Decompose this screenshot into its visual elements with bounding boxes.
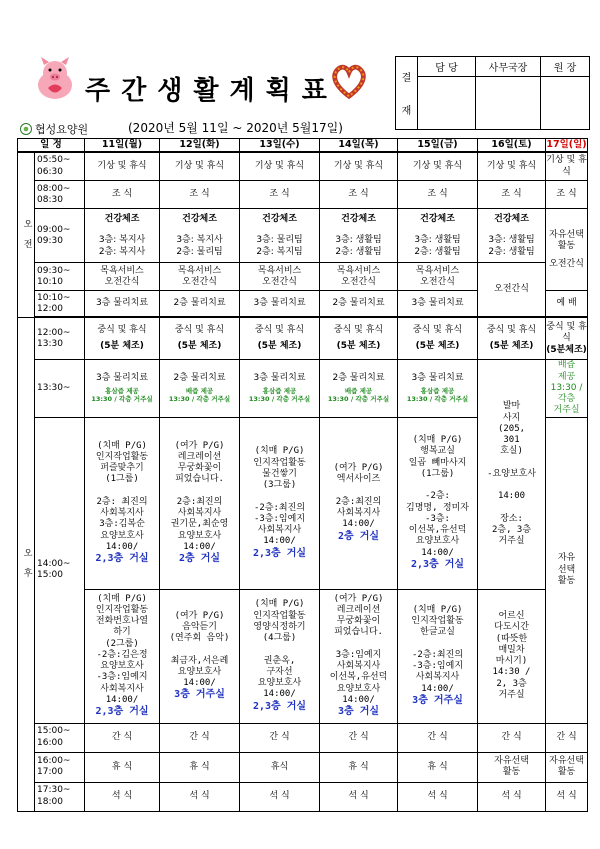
free-choice-cell: 자유선택 활동: [478, 752, 546, 782]
breakfast-cell: 조 식: [160, 181, 240, 209]
lunch-cell: 중식 및 휴식 (5분 체조): [478, 318, 546, 360]
snack-cell: 간 식: [398, 723, 478, 752]
physio-cell: 2층 물리치료: [160, 291, 240, 317]
time-slot: 05:50~ 06:30: [35, 152, 85, 181]
exercise-cell: 건강체조 3층: 복지사 2층: 복지사: [85, 209, 160, 263]
snack-cell: 간 식: [240, 723, 320, 752]
time-slot: 12:00~ 13:30: [35, 318, 85, 360]
approval-sign-slot: [541, 77, 590, 130]
program-cell: (여가 P/G) 엑서사이즈 2층:최진의 사회복지사 14:00/ 2층 거실: [320, 417, 398, 589]
page-title: 주간생활계획표: [85, 76, 338, 106]
breakfast-cell: 조 식: [478, 181, 546, 209]
bath-cell: 목욕서비스 오전간식: [320, 263, 398, 291]
exercise-cell: 건강체조 3층: 생활팀 2층: 생활팀: [320, 209, 398, 263]
breakfast-cell: 조 식: [398, 181, 478, 209]
am-label: 오 전: [18, 152, 35, 318]
day-header: 12일(화): [160, 139, 240, 152]
free-choice-cell: 자유선택 활동: [546, 752, 588, 782]
breakfast-cell: 조 식: [546, 181, 588, 209]
rest-cell: 휴 식: [398, 752, 478, 782]
org-name: 협성요양원: [20, 121, 88, 137]
lunch-cell: 중식 및 휴식 (5분 체조): [160, 318, 240, 360]
rest-cell: 휴식: [240, 752, 320, 782]
day-header: 11일(월): [85, 139, 160, 152]
time-slot: 16:00~ 17:00: [35, 752, 85, 782]
bath-cell: 목욕서비스 오전간식: [160, 263, 240, 291]
saturday-snack-cell: 오전간식: [478, 263, 546, 317]
page-header: [0, 0, 600, 140]
program-cell: (치매 P/G) 인지작업활동 전화번호나열 하기 (2그룹) -2층:김은정 요양보호사 -3층:임예지 사회복지사 14:00/ 2,3층 거실: [85, 589, 160, 723]
time-slot: 15:00~ 16:00: [35, 723, 85, 752]
dinner-cell: 석 식: [85, 782, 160, 811]
saturday-program-bottom: 어르신 다도시간 (따뜻한 매밀차 마시기) 14:30 / 2, 3층 거주실: [478, 589, 546, 723]
time-slot: 13:30~: [35, 360, 85, 417]
time-slot: 10:10~ 12:00: [35, 291, 85, 317]
breakfast-cell: 조 식: [85, 181, 160, 209]
saturday-program-top: 발마 사지 (205, 301 호실) -요양보호사 14:00 장소: 2층, 3층 거주실: [478, 360, 546, 589]
exercise-cell: 건강체조 3층: 복지사 2층: 물리팀: [160, 209, 240, 263]
pig-mascot-icon: [30, 55, 80, 105]
exercise-cell: 건강체조 3층: 생활팀 2층: 생활팀: [398, 209, 478, 263]
program-cell: (치매 P/G) 인지작업활동 물건쌓기 (3그룹) -2층:최진의 -3층:임예지 사회복지사 14:00/ 2,3층 거실: [240, 417, 320, 589]
day-header: 15일(금): [398, 139, 478, 152]
time-slot: 14:00~ 15:00: [35, 417, 85, 723]
wakeup-cell: 기상 및 휴식: [240, 152, 320, 181]
program-cell: (치매 P/G) 인지작업활동 한글교실 -2층:최진의 -3층:임예지 사회복지사 14:00/ 3층 거주실: [398, 589, 478, 723]
approval-sign-slot: [418, 77, 476, 130]
day-header: 16일(토): [478, 139, 546, 152]
snack-cell: 간 식: [85, 723, 160, 752]
weekly-schedule-table: [17, 138, 588, 812]
physio-drink-cell: 2층 물리치료 배즙 제공 13:30 / 각층 거주실: [320, 360, 398, 417]
time-slot: 17:30~ 18:00: [35, 782, 85, 811]
physio-cell: 2층 물리치료: [320, 291, 398, 317]
bath-cell: 목욕서비스 오전간식: [85, 263, 160, 291]
day-header: 14일(목): [320, 139, 398, 152]
schedule-label: 일 정: [18, 139, 85, 152]
lunch-cell: 중식 및 휴식 (5분체조): [546, 318, 588, 360]
dinner-cell: 석 식: [320, 782, 398, 811]
program-cell: (치매 P/G) 인지작업활동 퍼즐맞추기 (1그룹) 2층: 최진의 사회복지사 3층:김복순 요양보호사 14:00/ 2,3층 거실: [85, 417, 160, 589]
dinner-cell: 석 식: [398, 782, 478, 811]
snack-cell: 간 식: [478, 723, 546, 752]
wakeup-cell: 기상 및 휴식: [546, 152, 588, 181]
breakfast-cell: 조 식: [240, 181, 320, 209]
day-header: 13일(수): [240, 139, 320, 152]
dinner-cell: 석 식: [546, 782, 588, 811]
lunch-cell: 중식 및 휴식 (5분 체조): [398, 318, 478, 360]
approval-sign-slot: [476, 77, 541, 130]
physio-cell: 3층 물리치료: [398, 291, 478, 317]
day-header-sunday: 17일(일): [546, 139, 587, 150]
program-cell: (치매 P/G) 인지작업활동 영양식정하기 (4그룹) 권춘옥, 구자선 요양보호사 14:00/ 2,3층 거실: [240, 589, 320, 723]
time-slot: 08:00~ 08:30: [35, 181, 85, 209]
schedule-period: (2020년 5월 11일 ~ 2020년 5월17일): [128, 121, 343, 135]
exercise-cell: 건강체조 3층: 생활팀 2층: 생활팀: [478, 209, 546, 263]
wakeup-cell: 기상 및 휴식: [85, 152, 160, 181]
snack-cell: 간 식: [160, 723, 240, 752]
approval-role: 원 장: [541, 57, 590, 77]
breakfast-cell: 조 식: [320, 181, 398, 209]
bath-cell: 목욕서비스 오전간식: [240, 263, 320, 291]
lunch-cell: 중식 및 휴식 (5분 체조): [85, 318, 160, 360]
sunday-drink-cell: 배즙 제공 13:30 / 각층 거주실: [546, 360, 588, 417]
physio-drink-cell: 3층 물리치료 홍삼즙 제공 13:30 / 각층 거주실: [398, 360, 478, 417]
time-slot: 09:00~ 09:30: [35, 209, 85, 263]
physio-drink-cell: 3층 물리치료 홍삼즙 제공 13:30 / 각층 거주실: [85, 360, 160, 417]
approval-role: 사무국장: [476, 57, 541, 77]
bath-cell: 목욕서비스 오전간식: [398, 263, 478, 291]
physio-cell: 3층 물리치료: [240, 291, 320, 317]
sunday-free-activity-cell: 자유 선택 활동: [546, 417, 588, 723]
physio-cell: 3층 물리치료: [85, 291, 160, 317]
rest-cell: 휴 식: [320, 752, 398, 782]
pm-label: 오 후: [18, 318, 35, 811]
rest-cell: 휴 식: [85, 752, 160, 782]
dinner-cell: 석 식: [160, 782, 240, 811]
dinner-cell: 석 식: [478, 782, 546, 811]
heart-wreath-icon: [330, 62, 368, 100]
dinner-cell: 석 식: [240, 782, 320, 811]
physio-drink-cell: 3층 물리치료 홍삼즙 제공 13:30 / 각층 거주실: [240, 360, 320, 417]
program-cell: (여가 P/G) 레크레이션 무궁화꽃이 피었습니다. 3층:임예지 사회복지사 이선복,유선덕 요양보호사 14:00/ 3층 거실: [320, 589, 398, 723]
rest-cell: 휴 식: [160, 752, 240, 782]
wakeup-cell: 기상 및 휴식: [160, 152, 240, 181]
physio-drink-cell: 2층 물리치료 배즙 제공 13:30 / 각층 거주실: [160, 360, 240, 417]
approval-side-label: 결 재: [396, 57, 418, 130]
snack-cell: 간 식: [546, 723, 588, 752]
approval-box: [395, 56, 590, 130]
sunday-free-choice-cell: 자유선택 활동 오전간식: [546, 209, 588, 291]
program-cell: (여가 P/G) 레크레이션 무궁화꽃이 피었습니다. 2층:최진의 사회복지사 권기문,최순영 요양보호사 14:00/ 2층 거실: [160, 417, 240, 589]
program-cell: (치매 P/G) 행복교실 일곱 빼마사지 (1그룹) -2층: 김명명, 정미자 -3층: 이선복,유선덕 요양보호사 14:00/ 2,3층 거실: [398, 417, 478, 589]
lunch-cell: 중식 및 휴식 (5분 체조): [240, 318, 320, 360]
worship-cell: 예 배: [546, 291, 588, 317]
wakeup-cell: 기상 및 휴식: [398, 152, 478, 181]
snack-cell: 간 식: [320, 723, 398, 752]
wakeup-cell: 기상 및 휴식: [478, 152, 546, 181]
approval-role: 담 당: [418, 57, 476, 77]
wakeup-cell: 기상 및 휴식: [320, 152, 398, 181]
exercise-cell: 건강체조 3층: 물리팀 2층: 복지팀: [240, 209, 320, 263]
org-logo-icon: [20, 123, 32, 135]
lunch-cell: 중식 및 휴식 (5분 체조): [320, 318, 398, 360]
program-cell: (여가 P/G) 음악듣기 (연주회 음악) 최금자,서은례 요양보호사 14:00/ 3층 거주실: [160, 589, 240, 723]
time-slot: 09:30~ 10:10: [35, 263, 85, 291]
